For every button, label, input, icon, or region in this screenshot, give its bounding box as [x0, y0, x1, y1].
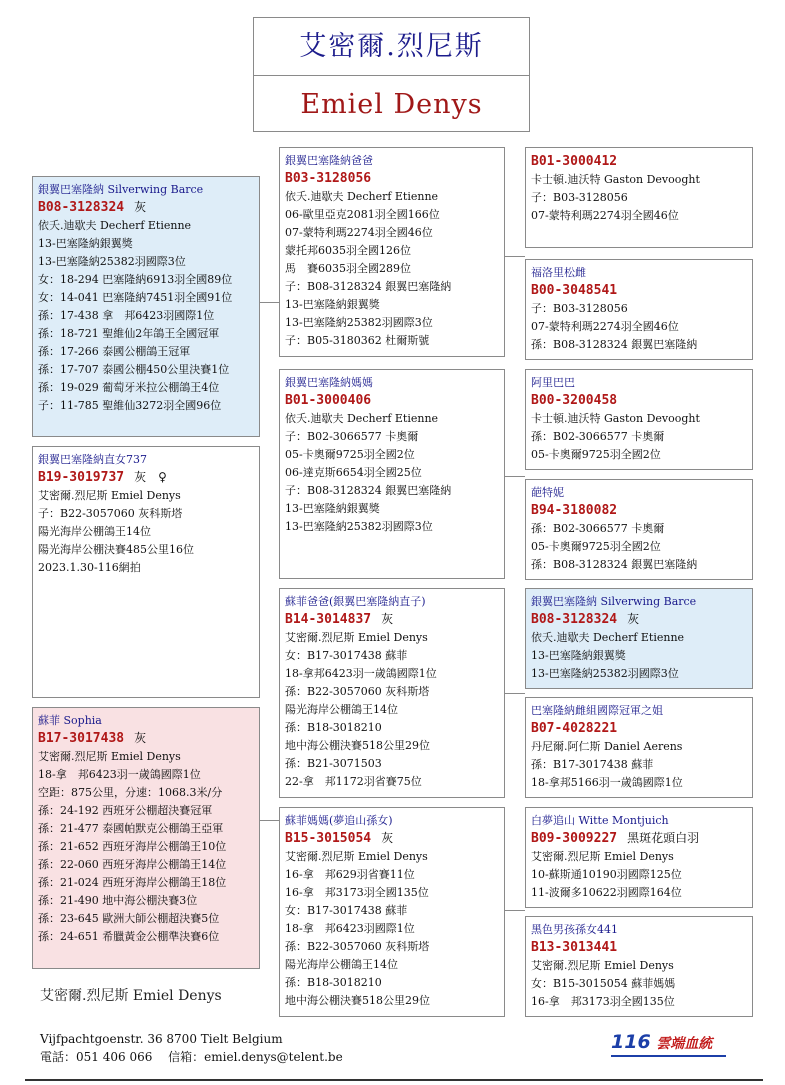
card-line: 05-卡奧爾9725羽全國2位	[531, 448, 661, 461]
brand-logo	[611, 1031, 712, 1053]
grandparent-card	[525, 588, 753, 689]
card-line: 丹尼爾.阿仁斯 Daniel Aerens	[531, 740, 683, 753]
card-line: 陽光海岸公棚決賽485公里16位	[38, 543, 194, 556]
card-line: 空距：875公里，分速：1068.3米/分	[38, 786, 223, 799]
card-line: 馬 賽6035羽全國289位	[285, 262, 411, 275]
ring-number: B09-3009227 黑斑花頭白羽	[531, 831, 700, 846]
card-line: 孫：B02-3066577 卡奧爾	[531, 430, 665, 443]
color-label: 灰	[381, 831, 394, 845]
card-line: 06-達克斯6654羽全國25位	[285, 466, 422, 479]
card-header: 銀翼巴塞隆納 Silverwing Barce	[38, 183, 204, 196]
grandparent-card	[525, 916, 753, 1017]
color-label: 灰	[134, 200, 147, 214]
pedigree-title	[253, 17, 530, 132]
address-line: Vijfpachtgoenstr. 36 8700 Tielt Belgium	[40, 1032, 283, 1046]
color-label: 黑斑花頭白羽	[627, 831, 700, 845]
logo-text: 雲端血統	[656, 1036, 713, 1052]
card-line: 07-蒙特利瑪2274羽全國46位	[531, 209, 679, 222]
card-line: 女：14-041 巴塞隆納7451羽全國91位	[38, 291, 233, 304]
card-line: 女：18-294 巴塞隆納6913羽全國89位	[38, 273, 233, 286]
card-line: 18-拿 邦6423羽一歲鴿國際1位	[38, 768, 201, 781]
card-line: 13-巴塞隆納25382羽國際3位	[38, 255, 186, 268]
connector-subject-parents	[259, 302, 280, 303]
offspring-card	[32, 446, 260, 698]
ring-number: B00-3048541	[531, 283, 618, 298]
card-line: 孫：B02-3066577 卡奧爾	[531, 522, 665, 535]
title-latin: Emiel Denys	[300, 89, 483, 120]
card-line: 13-巴塞隆納銀翼獎	[285, 298, 380, 311]
card-line: 13-巴塞隆納銀翼獎	[531, 649, 626, 662]
logo-number: 116	[611, 1031, 651, 1053]
color-label: 灰	[627, 612, 640, 626]
ring-number: B15-3015054 灰	[285, 831, 394, 846]
card-line: 16-拿 邦629羽省賽11位	[285, 868, 415, 881]
card-header: 葩特妮	[531, 486, 564, 499]
grandparent-card	[525, 807, 753, 908]
grandparent-card	[525, 369, 753, 470]
card-line: 孫：B21-3071503	[285, 757, 382, 770]
card-header: 巴塞隆納雌組國際冠軍之姐	[531, 704, 663, 717]
ring-number: B19-3019737 灰 ♀	[38, 470, 167, 485]
card-header: 白夢追山 Witte Montjuich	[531, 814, 669, 827]
card-line: 艾密爾.烈尼斯 Emiel Denys	[531, 959, 674, 972]
card-line: 孫：B18-3018210	[285, 976, 382, 989]
color-label: 灰 ♀	[134, 470, 167, 484]
card-line: 地中海公棚決賽518公里29位	[285, 739, 430, 752]
card-header: 銀翼巴塞隆納直女737	[38, 453, 147, 466]
card-header: 銀翼巴塞隆納爸爸	[285, 154, 373, 167]
card-line: 子：11-785 聖維仙3272羽全國96位	[38, 399, 222, 412]
card-line: 孫：B22-3057060 灰科斯塔	[285, 685, 430, 698]
card-line: 女：B17-3017438 蘇菲	[285, 904, 408, 917]
card-line: 11-波爾多10622羽國際164位	[531, 886, 682, 899]
color-label: 灰	[381, 612, 394, 626]
mate-dam-card	[279, 807, 505, 1017]
card-line: 孫：23-645 歐洲大師公棚超決賽5位	[38, 912, 220, 925]
card-line: 依夭.迪歇夫 Decherf Etienne	[531, 631, 685, 644]
card-line: 18-拿邦5166羽一歲鴿國際1位	[531, 776, 683, 789]
card-line: 孫：21-490 地中海公棚決賽3位	[38, 894, 198, 907]
connector-mate-parents	[259, 820, 280, 821]
card-line: 陽光海岸公棚鴿王14位	[285, 703, 398, 716]
dam-card	[279, 369, 505, 579]
card-line: 依夭.迪歇夫 Decherf Etienne	[285, 190, 439, 203]
card-line: 22-拿 邦1172羽省賽75位	[285, 775, 422, 788]
card-line: 孫：22-060 西班牙海岸公棚鴿王14位	[38, 858, 227, 871]
ring-number: B03-3128056	[285, 171, 372, 186]
ring-number: B01-3000406	[285, 393, 372, 408]
card-header: 阿里巴巴	[531, 376, 575, 389]
ring-number: B08-3128324 灰	[531, 612, 640, 627]
card-line: 地中海公棚決賽518公里29位	[285, 994, 430, 1007]
card-line: 16-拿 邦3173羽全國135位	[531, 995, 675, 1008]
card-line: 孫：17-266 泰國公棚鴿王冠軍	[38, 345, 191, 358]
card-line: 艾密爾.烈尼斯 Emiel Denys	[38, 489, 181, 502]
card-header: 蘇菲媽媽(夢追山孫女)	[285, 814, 393, 827]
subject-card	[32, 176, 260, 437]
card-line: 子：B08-3128324 銀翼巴塞隆納	[285, 280, 452, 293]
connector-sire-gg	[504, 256, 525, 257]
card-line: 孫：21-652 西班牙海岸公棚鴿王10位	[38, 840, 227, 853]
card-line: 孫：21-477 泰國帕默克公棚鴿王亞軍	[38, 822, 224, 835]
ring-number: B01-3000412	[531, 154, 618, 169]
contact-info	[40, 1030, 343, 1066]
card-line: 13-巴塞隆納銀翼獎	[285, 502, 380, 515]
card-line: 卡士頓.迪沃特 Gaston Devooght	[531, 173, 700, 186]
card-line: 13-巴塞隆納25382羽國際3位	[531, 667, 679, 680]
card-line: 孫：24-651 希臘黃金公棚準決賽6位	[38, 930, 220, 943]
card-line: 女：B15-3015054 蘇菲媽媽	[531, 977, 676, 990]
color-label: 灰	[134, 731, 147, 745]
card-line: 05-卡奧爾9725羽全國2位	[285, 448, 415, 461]
ring-number: B08-3128324 灰	[38, 200, 147, 215]
card-line: 依夭.迪歇夫 Decherf Etienne	[38, 219, 192, 232]
card-line: 子：B03-3128056	[531, 191, 628, 204]
card-line: 孫：19-029 葡萄牙米拉公棚鴿王4位	[38, 381, 220, 394]
card-line: 10-蘇斯通10190羽國際125位	[531, 868, 682, 881]
card-header: 銀翼巴塞隆納媽媽	[285, 376, 373, 389]
grandparent-card	[525, 259, 753, 360]
card-line: 子：B22-3057060 灰科斯塔	[38, 507, 183, 520]
card-header: 蘇菲爸爸(銀翼巴塞隆納直子)	[285, 595, 426, 608]
card-line: 女：B17-3017438 蘇菲	[285, 649, 408, 662]
card-line: 孫：17-438 拿 邦6423羽國際1位	[38, 309, 215, 322]
card-line: 艾密爾.烈尼斯 Emiel Denys	[285, 850, 428, 863]
card-line: 子：B03-3128056	[531, 302, 628, 315]
card-line: 孫：B08-3128324 銀翼巴塞隆納	[531, 338, 698, 351]
card-line: 子：B02-3066577 卡奧爾	[285, 430, 419, 443]
breeder-name: 艾密爾.烈尼斯 Emiel Denys	[40, 988, 222, 1004]
ring-number: B14-3014837 灰	[285, 612, 394, 627]
card-header: 銀翼巴塞隆納 Silverwing Barce	[531, 595, 697, 608]
card-line: 艾密爾.烈尼斯 Emiel Denys	[531, 850, 674, 863]
card-line: 依夭.迪歇夫 Decherf Etienne	[285, 412, 439, 425]
grandparent-card	[525, 147, 753, 248]
connector-dam-gg	[504, 476, 525, 477]
card-line: 艾密爾.烈尼斯 Emiel Denys	[285, 631, 428, 644]
card-line: 子：B05-3180362 杜爾斯號	[285, 334, 430, 347]
card-header: 黑色男孩孫女441	[531, 923, 618, 936]
footer-divider	[25, 1079, 763, 1081]
grandparent-card	[525, 479, 753, 580]
ring-number: B00-3200458	[531, 393, 618, 408]
card-line: 07-蒙特利瑪2274羽全國46位	[285, 226, 433, 239]
sire-card	[279, 147, 505, 357]
connector-mate-dam-gg	[504, 910, 525, 911]
card-line: 孫：18-721 聖維仙2年鴿王全國冠軍	[38, 327, 220, 340]
mate-sire-card	[279, 588, 505, 798]
card-line: 孫：B08-3128324 銀翼巴塞隆納	[531, 558, 698, 571]
card-line: 06-歐里亞克2081羽全國166位	[285, 208, 440, 221]
connector-mate-sire-gg	[504, 693, 525, 694]
card-line: 子：B08-3128324 銀翼巴塞隆納	[285, 484, 452, 497]
card-line: 07-蒙特利瑪2274羽全國46位	[531, 320, 679, 333]
card-line: 孫：21-024 西班牙海岸公棚鴿王18位	[38, 876, 227, 889]
title-chinese: 艾密爾.烈尼斯	[254, 18, 529, 76]
mate-card	[32, 707, 260, 969]
card-line: 陽光海岸公棚鴿王14位	[285, 958, 398, 971]
card-line: 蒙托邦6035羽全國126位	[285, 244, 411, 257]
card-line: 13-巴塞隆納25382羽國際3位	[285, 316, 433, 329]
card-line: 艾密爾.烈尼斯 Emiel Denys	[38, 750, 181, 763]
card-line: 孫：B18-3018210	[285, 721, 382, 734]
card-line: 孫：B22-3057060 灰科斯塔	[285, 940, 430, 953]
grandparent-card	[525, 697, 753, 798]
card-line: 陽光海岸公棚鴿王14位	[38, 525, 151, 538]
ring-number: B94-3180082	[531, 503, 618, 518]
ring-number: B07-4028221	[531, 721, 618, 736]
card-header: 福洛里松雌	[531, 266, 586, 279]
ring-number: B17-3017438 灰	[38, 731, 147, 746]
card-header: 蘇菲 Sophia	[38, 714, 102, 727]
card-line: 16-拿 邦3173羽全國135位	[285, 886, 429, 899]
card-line: 05-卡奧爾9725羽全國2位	[531, 540, 661, 553]
card-line: 孫：17-707 泰國公棚450公里決賽1位	[38, 363, 230, 376]
card-line: 13-巴塞隆納25382羽國際3位	[285, 520, 433, 533]
card-line: 13-巴塞隆納銀翼獎	[38, 237, 133, 250]
card-line: 卡士頓.迪沃特 Gaston Devooght	[531, 412, 700, 425]
ring-number: B13-3013441	[531, 940, 618, 955]
phone-email-line: 電話：051 406 066 信箱：emiel.denys@telent.be	[40, 1050, 343, 1064]
card-line: 2023.1.30-116網拍	[38, 561, 141, 574]
card-line: 18-拿邦6423羽一歲鴿國際1位	[285, 667, 437, 680]
logo-underline	[611, 1055, 726, 1057]
card-line: 18-拿 邦6423羽國際1位	[285, 922, 415, 935]
card-line: 孫：B17-3017438 蘇菲	[531, 758, 654, 771]
card-line: 孫：24-192 西班牙公棚超決賽冠軍	[38, 804, 213, 817]
